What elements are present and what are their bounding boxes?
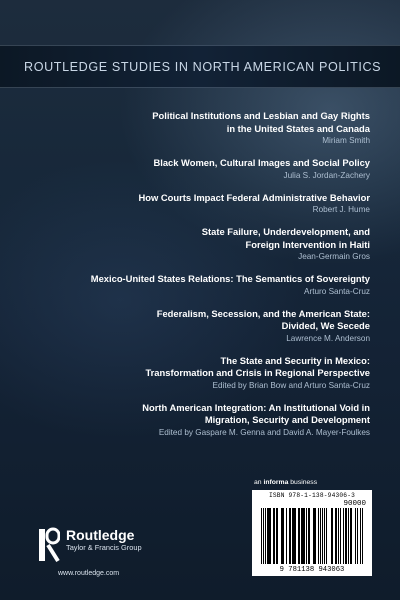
price-code: 90000 bbox=[343, 500, 366, 508]
series-title: ROUTLEDGE STUDIES IN NORTH AMERICAN POLITICS bbox=[24, 59, 382, 74]
barcode-bar bbox=[273, 508, 275, 564]
barcode-bar bbox=[306, 508, 307, 564]
barcode-bar bbox=[331, 508, 333, 564]
barcode-bar bbox=[298, 508, 300, 564]
barcode-bar bbox=[326, 508, 327, 564]
book-author: Edited by Gaspare M. Genna and David A. Mayer-Foulkes bbox=[158, 427, 370, 437]
barcode-bar bbox=[263, 508, 264, 564]
barcode-bar bbox=[281, 508, 284, 564]
book-title: Mexico-United States Relations: The Semantics of Sovereignty bbox=[90, 273, 370, 284]
book-author: Julia S. Jordan-Zachery bbox=[283, 170, 370, 180]
barcode bbox=[260, 508, 364, 564]
book-entry bbox=[40, 157, 370, 181]
book-title: Political Institutions and Lesbian and Gay Rights in the United States and Canada bbox=[152, 110, 370, 134]
publisher-name: Routledge bbox=[66, 527, 135, 543]
book-author: Miriam Smith bbox=[322, 136, 370, 145]
book-author: Edited by Brian Bow and Arturo Santa-Cruz bbox=[212, 380, 370, 390]
barcode-bar bbox=[267, 508, 271, 564]
publisher-url[interactable]: www.routledge.com bbox=[58, 570, 120, 577]
book-author: Jean-Germain Gros bbox=[298, 252, 370, 261]
book-author: Lawrence M. Anderson bbox=[286, 333, 370, 343]
barcode-box bbox=[252, 490, 372, 576]
barcode-bar bbox=[355, 508, 356, 564]
publisher-logo bbox=[38, 527, 142, 563]
barcode-bar bbox=[343, 508, 344, 564]
publisher-group: Taylor & Francis Group bbox=[66, 543, 142, 552]
barcode-bar bbox=[265, 508, 266, 564]
barcode-bar bbox=[320, 508, 321, 564]
book-entry bbox=[40, 226, 370, 262]
informa-bold: informa bbox=[263, 479, 289, 486]
book-title: North American Integration: An Institutional Void in Migration, Security and Development bbox=[142, 401, 370, 425]
barcode-bar bbox=[318, 508, 319, 564]
barcode-bar bbox=[335, 508, 337, 564]
barcode-bar bbox=[345, 508, 347, 564]
book-title: How Courts Impact Federal Administrative Behavior bbox=[138, 191, 370, 203]
book-entry bbox=[40, 192, 370, 216]
barcode-bar bbox=[286, 508, 287, 564]
barcode-bar bbox=[340, 508, 341, 564]
book-title: Federalism, Secession, and the American State: Divided, We Secede bbox=[156, 307, 370, 331]
publisher-text bbox=[66, 527, 142, 553]
series-band bbox=[0, 45, 400, 88]
book-entry bbox=[40, 273, 370, 297]
book-author: Robert J. Hume bbox=[312, 205, 370, 214]
barcode-bar bbox=[324, 508, 325, 564]
barcode-bar bbox=[261, 508, 262, 564]
barcode-bar bbox=[360, 508, 361, 564]
book-title: State Failure, Underdevelopment, and Foreign Intervention in Haiti bbox=[201, 226, 370, 250]
book-author: Arturo Santa-Cruz bbox=[304, 286, 370, 296]
informa-suffix: business bbox=[288, 479, 318, 486]
barcode-bar bbox=[348, 508, 349, 564]
informa-prefix: an bbox=[254, 479, 264, 486]
routledge-logo-icon bbox=[38, 527, 60, 563]
book-entry bbox=[40, 110, 370, 146]
book-title: The State and Security in Mexico: Transformation and Crisis in Regional Perspective bbox=[145, 354, 370, 378]
barcode-bar bbox=[338, 508, 339, 564]
informa-tagline bbox=[254, 479, 317, 486]
barcode-bar bbox=[350, 508, 352, 564]
barcode-bar bbox=[308, 508, 310, 564]
book-list bbox=[40, 110, 370, 449]
barcode-bar bbox=[289, 508, 291, 564]
barcode-digits: 9 781138 943063 bbox=[279, 566, 345, 574]
isbn-text: ISBN 978-1-138-94306-3 bbox=[268, 492, 356, 499]
book-entry bbox=[40, 355, 370, 391]
book-entry bbox=[40, 308, 370, 344]
book-entry bbox=[40, 402, 370, 438]
barcode-bar bbox=[276, 508, 278, 564]
barcode-bar bbox=[357, 508, 358, 564]
barcode-bar bbox=[313, 508, 316, 564]
book-title: Black Women, Cultural Images and Social Policy bbox=[153, 157, 370, 168]
barcode-bar bbox=[301, 508, 305, 564]
barcode-bar bbox=[292, 508, 296, 564]
barcode-bar bbox=[362, 508, 363, 564]
barcode-bar bbox=[322, 508, 323, 564]
